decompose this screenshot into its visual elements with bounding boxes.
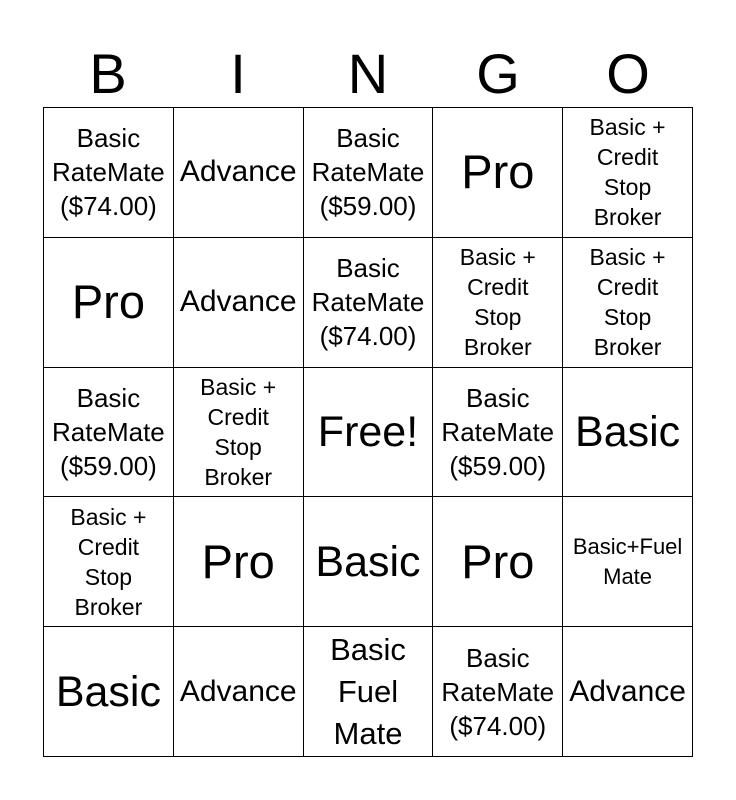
bingo-cell-r3c4[interactable]: Basic RateMate ($59.00) <box>433 368 563 498</box>
bingo-cell-r2c3[interactable]: Basic RateMate ($74.00) <box>304 238 434 368</box>
bingo-cell-r3c2[interactable]: Basic + Credit Stop Broker <box>174 368 304 498</box>
bingo-cell-r2c1[interactable]: Pro <box>44 238 174 368</box>
header-letter-g: G <box>476 42 520 105</box>
bingo-cell-r4c4[interactable]: Pro <box>433 497 563 627</box>
bingo-board <box>43 107 693 757</box>
header-letter-b: B <box>89 42 127 105</box>
bingo-cell-r5c2[interactable]: Advance <box>174 627 304 757</box>
bingo-cell-r4c2[interactable]: Pro <box>174 497 304 627</box>
bingo-cell-r2c2[interactable]: Advance <box>174 238 304 368</box>
bingo-cell-r5c5[interactable]: Advance <box>563 627 693 757</box>
bingo-cell-free[interactable]: Free! <box>304 368 434 498</box>
bingo-cell-r1c3[interactable]: Basic RateMate ($59.00) <box>304 108 434 238</box>
bingo-cell-r3c5[interactable]: Basic <box>563 368 693 498</box>
bingo-cell-r5c1[interactable]: Basic <box>44 627 174 757</box>
bingo-cell-r1c1[interactable]: Basic RateMate ($74.00) <box>44 108 174 238</box>
bingo-cell-r4c3[interactable]: Basic <box>304 497 434 627</box>
bingo-cell-r4c5[interactable]: Basic+Fuel Mate <box>563 497 693 627</box>
bingo-cell-r1c4[interactable]: Pro <box>433 108 563 238</box>
bingo-cell-r1c2[interactable]: Advance <box>174 108 304 238</box>
header-letter-i: I <box>230 42 246 105</box>
bingo-cell-r1c5[interactable]: Basic + Credit Stop Broker <box>563 108 693 238</box>
bingo-cell-r2c4[interactable]: Basic + Credit Stop Broker <box>433 238 563 368</box>
bingo-cell-r4c1[interactable]: Basic + Credit Stop Broker <box>44 497 174 627</box>
bingo-cell-r5c4[interactable]: Basic RateMate ($74.00) <box>433 627 563 757</box>
bingo-cell-r2c5[interactable]: Basic + Credit Stop Broker <box>563 238 693 368</box>
header-letter-n: N <box>347 42 389 105</box>
bingo-header <box>43 40 693 108</box>
header-letter-o: O <box>606 42 650 105</box>
bingo-cell-r5c3[interactable]: Basic Fuel Mate <box>304 627 434 757</box>
bingo-cell-r3c1[interactable]: Basic RateMate ($59.00) <box>44 368 174 498</box>
